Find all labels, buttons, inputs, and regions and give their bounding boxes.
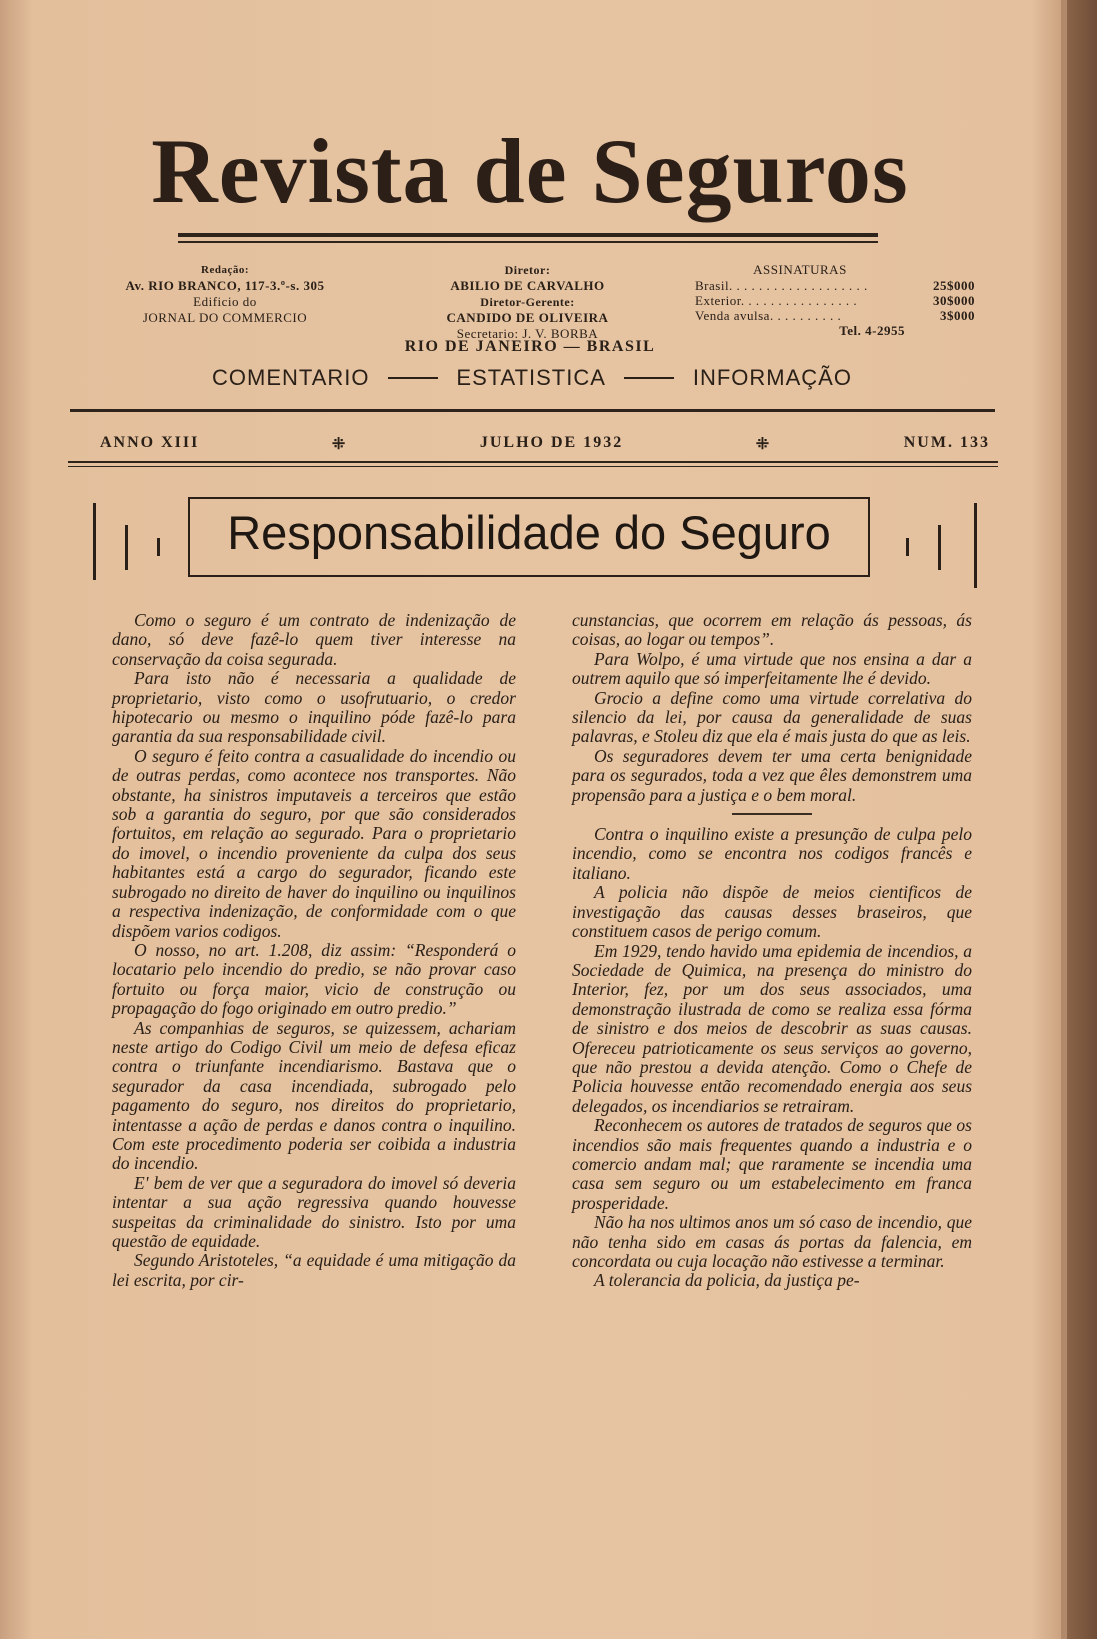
subscription-row xyxy=(695,278,975,293)
article-heading-box xyxy=(188,497,870,577)
manager-name: CANDIDO DE OLIVEIRA xyxy=(446,310,609,325)
deco-bar xyxy=(938,525,941,570)
deco-bar xyxy=(906,538,909,556)
subscription-price: 25$000 xyxy=(933,278,975,293)
subscription-name: Exterior. . . . . . . . . . . . . . . . xyxy=(695,293,858,308)
subscriptions-block xyxy=(695,262,980,339)
director-label: Diretor: xyxy=(504,263,551,277)
secretary-line: Secretario: J. V. BORBA xyxy=(456,326,599,341)
section-separator xyxy=(732,813,812,815)
redacao-address: Av. RIO BRANCO, 117-3.º-s. 305 xyxy=(125,278,325,293)
article-paragraph: Segundo Aristoteles, “a equidade é uma mitigação da lei escrita, por cir- xyxy=(112,1250,516,1290)
issue-rule xyxy=(68,461,998,463)
article-paragraph: Para isto não é necessaria a qualidade de proprietario, visto como o usofrutuario, o credor hipotecario ou mesmo o inquilino póde fazê-lo para garantia da sua responsabilidade civil. xyxy=(112,668,516,747)
phone-number: Tel. 4-2955 xyxy=(839,323,905,338)
city-line: RIO DE JANEIRO — BRASIL xyxy=(404,338,656,355)
deco-bar xyxy=(125,525,128,570)
article-paragraph: Para Wolpo, é uma virtude que nos ensina a dar a outrem aquilo que só imperfeitamente lhe é devido. xyxy=(572,648,972,689)
issue-date: JULHO DE 1932 xyxy=(479,434,624,451)
banner-dash xyxy=(388,377,438,379)
subscriptions-label: ASSINATURAS xyxy=(753,262,847,277)
banner-informacao: INFORMAÇÃO xyxy=(692,365,852,390)
manager-label: Diretor-Gerente: xyxy=(480,295,575,309)
article-paragraph: Os seguradores devem ter uma certa benignidade para os segurados, toda a vez que êles demonstrem uma propensão para a justiça e o bem moral. xyxy=(572,745,972,805)
subscription-row xyxy=(695,308,975,323)
redacao-paper: JORNAL DO COMMERCIO xyxy=(142,310,308,325)
banner-estatistica: ESTATISTICA xyxy=(456,365,606,390)
article-paragraph: Grocio a define como uma virtude correlativa do silencio da lei, por causa da generalidade de suas palavras, e Stoleu diz que ela é mais justa do que as leis. xyxy=(572,687,972,747)
banner-comentario: COMENTARIO xyxy=(212,365,370,390)
title-rule-thick xyxy=(178,233,878,237)
binding-spine xyxy=(1067,0,1097,1639)
issue-number: NUM. 133 xyxy=(903,434,990,451)
ornament-icon: ⁜ xyxy=(331,436,348,453)
subscription-row xyxy=(695,293,975,308)
article-paragraph: E' bem de ver que a seguradora do imovel só deveria intentar a sua ação regressiva quando houvesse suspeitas da criminalidade do sinistro. Isto por uma questão de equidade. xyxy=(112,1172,516,1251)
article-paragraph: Em 1929, tendo havido uma epidemia de incendios, a Sociedade de Quimica, na presença do ministro do Interior, fez, por um dos seus associados, uma demonstração ilustrada de como se realiza essa fórma de sinistro e dos meios de descobrir as suas causas. Ofereceu patrioticamente os seus serviços ao governo, que não prestou a devida atenção. Como o Chefe de Policia houvesse então recomendado energia aos seus delegados, os incendiarios se retrairam. xyxy=(572,940,972,1116)
article-heading: Responsabilidade do Seguro xyxy=(227,506,831,559)
magazine-title: Revista de Seguros xyxy=(151,120,909,222)
redacao-building: Edificio do xyxy=(193,294,257,309)
article-paragraph: O nosso, no art. 1.208, diz assim: “Responderá o locatario pelo incendio do predio, se não provar caso fortuito ou força maior, vicio de construção ou propagação do fogo originado em outro predio.” xyxy=(112,939,516,1019)
article-right-column xyxy=(572,611,972,1291)
article-paragraph: Reconhecem os autores de tratados de seguros que os incendios são mais frequentes quando a industria e o comercio andam mal; que raramente se incendia uma casa sem seguro ou um estabelecimento em franca prosperidade. xyxy=(572,1115,972,1213)
redacao-label: Redação: xyxy=(201,264,249,276)
ornament-icon: ⁜ xyxy=(755,436,772,453)
article-paragraph: Como o seguro é um contrato de indenização de dano, só deve fazê-lo quem tiver interesse na conservação da coisa segurada. xyxy=(112,610,516,669)
section-banner xyxy=(212,365,852,391)
banner-rule xyxy=(70,409,995,412)
deco-bar xyxy=(93,503,96,580)
subscription-price: 30$000 xyxy=(933,293,975,308)
banner-dash xyxy=(624,377,674,379)
issue-rule-thin xyxy=(68,466,998,467)
redacao-block xyxy=(100,262,350,326)
director-name: ABILIO DE CARVALHO xyxy=(450,278,605,293)
subscription-name: Brasil. . . . . . . . . . . . . . . . . . . xyxy=(695,278,868,293)
article-paragraph: O seguro é feito contra a casualidade do incendio ou de outras perdas, como acontece nos transportes. Não obstante, ha sinistros imputaveis a terceiros que estão sob a garantia do seguro, por que são considerados fortuitos, em relação ao segurado. Para o proprietario do imovel, o incendio proveniente da culpa dos seus habitantes está a cargo do segurador, ficando este subrogado no direito de haver do inquilino ou inquilinos a respectiva indenização, de conformidade com o que dispõem varios codigos. xyxy=(112,745,516,941)
article-paragraph: Contra o inquilino existe a presunção de culpa pelo incendio, como se encontra nos codigos francês e italiano. xyxy=(572,824,972,883)
staff-block xyxy=(405,262,650,342)
subscription-price: 3$000 xyxy=(940,308,975,323)
article-paragraph: A policia não dispõe de meios cientificos de investigação das causas desses braseiros, que constituem casos de perigo comum. xyxy=(572,882,972,942)
subscription-name: Venda avulsa. . . . . . . . . . xyxy=(695,308,842,323)
issue-line xyxy=(100,434,990,454)
title-rule-thin xyxy=(178,241,878,243)
article-paragraph: cunstancias, que ocorrem em relação ás pessoas, ás coisas, ao logar ou tempos”. xyxy=(572,610,972,650)
deco-bar xyxy=(974,503,977,588)
article-paragraph: A tolerancia da policia, da justiça pe- xyxy=(594,1270,860,1291)
deco-bar xyxy=(157,538,160,556)
article-left-column xyxy=(112,611,516,1290)
article-paragraph: As companhias de seguros, se quizessem, achariam neste artigo do Codigo Civil um meio de defesa eficaz contra o triunfante incendiarismo. Bastava que o segurador da casa incendiada, subrogado pelo pagamento do seguro, nos direitos do proprietario, intentasse a ação de perdas e danos contra o inquilino. Com este procedimento poderia ser coibida a industria do incendio. xyxy=(112,1017,516,1174)
issue-year: ANNO XIII xyxy=(100,434,200,451)
article-paragraph: Não ha nos ultimos anos um só caso de incendio, que não tenha sido em casas ás portas da falencia, em concordata ou cuja locação não estivesse a terminar. xyxy=(572,1212,972,1271)
